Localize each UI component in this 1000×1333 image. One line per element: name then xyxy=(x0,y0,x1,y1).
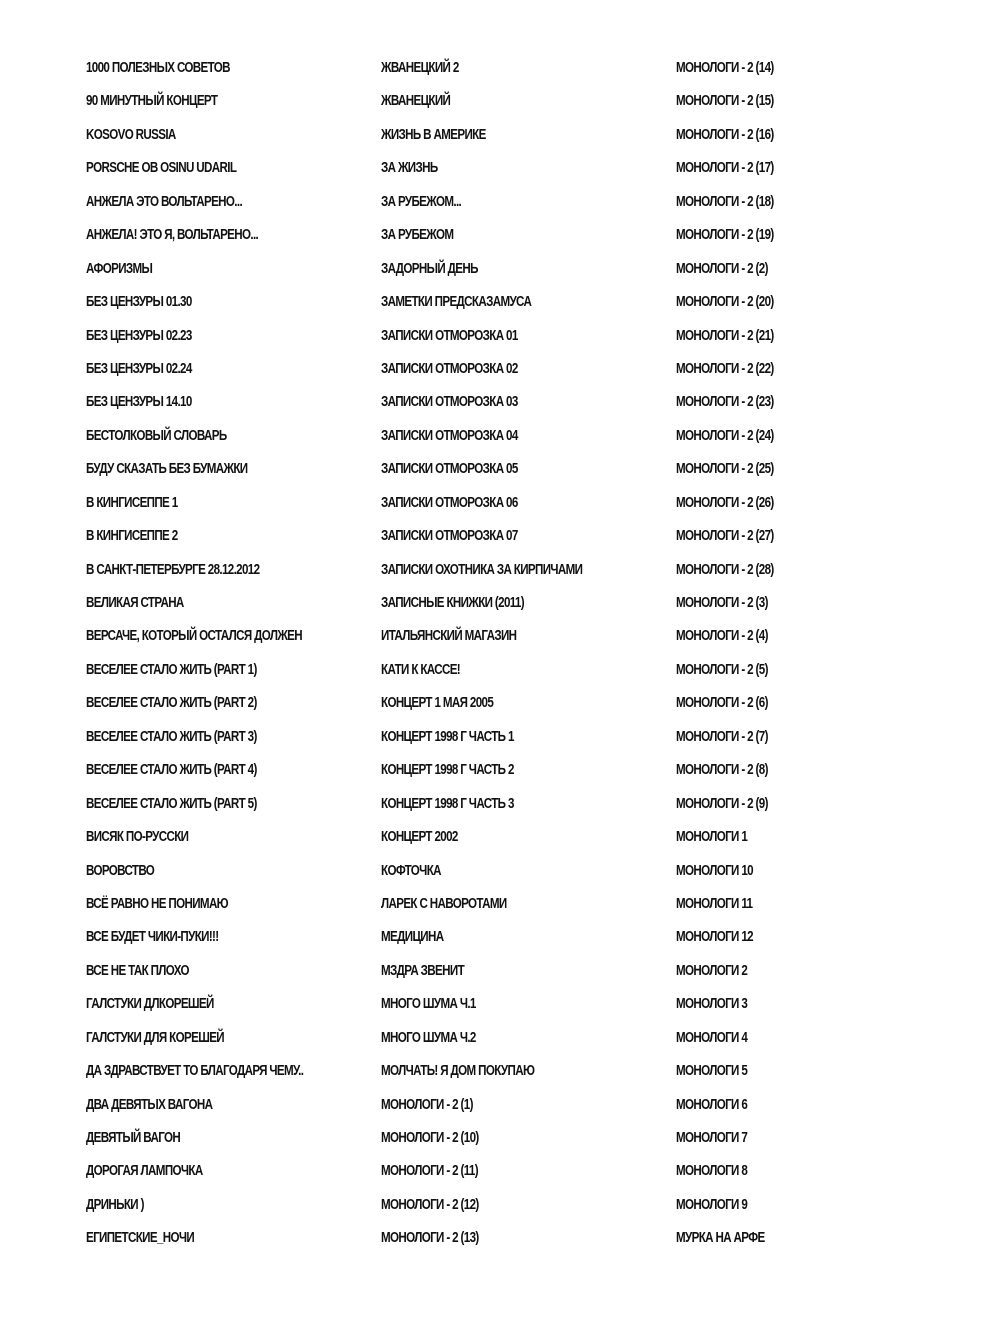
track-title: МОНОЛОГИ - 2 (16) xyxy=(676,126,774,143)
track-title: В КИНГИСЕППЕ 1 xyxy=(86,494,178,511)
track-title: БУДУ СКАЗАТЬ БЕЗ БУМАЖКИ xyxy=(86,461,248,478)
track-title: ЗАПИСКИ ОТМОРОЗКА 07 xyxy=(381,528,518,545)
track-title: МОНОЛОГИ 11 xyxy=(676,895,753,912)
track-title: МЗДРА ЗВЕНИТ xyxy=(381,962,465,979)
track-title: БЕЗ ЦЕНЗУРЫ 14.10 xyxy=(86,394,192,411)
track-title: МОНОЛОГИ - 2 (18) xyxy=(676,193,774,210)
track-title: МОНОЛОГИ - 2 (4) xyxy=(676,628,768,645)
track-title: КОНЦЕРТ 1998 Г ЧАСТЬ 2 xyxy=(381,762,514,779)
track-title: КОФТОЧКА xyxy=(381,862,441,879)
track-title: ВЕСЕЛЕЕ СТАЛО ЖИТЬ (PART 4) xyxy=(86,762,257,779)
track-title: ДОРОГАЯ ЛАМПОЧКА xyxy=(86,1163,203,1180)
track-title: БЕЗ ЦЕНЗУРЫ 02.23 xyxy=(86,327,192,344)
track-title: БЕЗ ЦЕНЗУРЫ 02.24 xyxy=(86,360,192,377)
track-title: АФОРИЗМЫ xyxy=(86,260,153,277)
track-title: ЗАПИСНЫЕ КНИЖКИ (2011) xyxy=(381,595,524,611)
track-title: ДА ЗДРАВСТВУЕТ ТО БЛАГОДАРЯ ЧЕМУ.. xyxy=(86,1063,304,1080)
track-title: МОНОЛОГИ - 2 (9) xyxy=(676,795,768,812)
track-title: ЗАПИСКИ ОТМОРОЗКА 01 xyxy=(381,327,518,344)
track-title: ЗАПИСКИ ОТМОРОЗКА 03 xyxy=(381,394,518,411)
track-title: ЗАПИСКИ ОТМОРОЗКА 05 xyxy=(381,461,518,478)
track-title: ГАЛСТУКИ ДЛКОРЕШЕЙ xyxy=(86,996,214,1013)
track-title: КОНЦЕРТ 1998 Г ЧАСТЬ 3 xyxy=(381,795,514,812)
track-title: ВЕСЕЛЕЕ СТАЛО ЖИТЬ (PART 5) xyxy=(86,795,257,812)
track-title: МОНОЛОГИ 6 xyxy=(676,1096,748,1113)
track-title: МОНОЛОГИ - 2 (15) xyxy=(676,93,774,110)
track-title: ИТАЛЬЯНСКИЙ МАГАЗИН xyxy=(381,628,517,645)
track-title: ЖИЗНЬ В АМЕРИКЕ xyxy=(381,126,486,143)
track-title: МОНОЛОГИ - 2 (17) xyxy=(676,160,774,177)
track-title: МОНОЛОГИ - 2 (22) xyxy=(676,360,774,377)
track-title: МУРКА НА АРФЕ xyxy=(676,1230,765,1247)
track-title: МОНОЛОГИ 2 xyxy=(676,962,748,979)
track-title: ДЕВЯТЫЙ ВАГОН xyxy=(86,1130,181,1146)
track-title: МОНОЛОГИ - 2 (2) xyxy=(676,260,768,277)
track-title: МОНОЛОГИ - 2 (1) xyxy=(381,1096,473,1113)
track-title: МОНОЛОГИ - 2 (12) xyxy=(381,1196,479,1213)
track-title: МОНОЛОГИ - 2 (19) xyxy=(676,227,774,244)
track-title: БЕСТОЛКОВЫЙ СЛОВАРЬ xyxy=(86,427,227,444)
track-title: ЕГИПЕТСКИЕ_НОЧИ xyxy=(86,1230,195,1247)
track-title: МОНОЛОГИ - 2 (20) xyxy=(676,294,774,311)
track-title: ВЕСЕЛЕЕ СТАЛО ЖИТЬ (PART 2) xyxy=(86,695,257,712)
track-title: БЕЗ ЦЕНЗУРЫ 01.30 xyxy=(86,294,192,311)
track-title: МОНОЛОГИ - 2 (23) xyxy=(676,394,774,411)
track-title: АНЖЕЛА ЭТО ВОЛЬТАРЕНО... xyxy=(86,193,243,210)
track-title: МОНОЛОГИ - 2 (3) xyxy=(676,595,768,611)
track-title: МОНОЛОГИ - 2 (6) xyxy=(676,695,768,712)
track-title: 90 МИНУТНЫЙ КОНЦЕРТ xyxy=(86,93,218,110)
track-title: МОНОЛОГИ - 2 (26) xyxy=(676,494,774,511)
track-title: ВСЕ НЕ ТАК ПЛОХО xyxy=(86,962,189,979)
track-title: МОНОЛОГИ 7 xyxy=(676,1130,748,1146)
track-title: ЖВАНЕЦКИЙ 2 xyxy=(381,60,459,76)
track-title: ВОРОВСТВО xyxy=(86,862,155,879)
track-title: МОНОЛОГИ - 2 (27) xyxy=(676,528,774,545)
track-title: 1000 ПОЛЕЗНЫХ СОВЕТОВ xyxy=(86,60,230,76)
track-title: КОНЦЕРТ 1998 Г ЧАСТЬ 1 xyxy=(381,728,514,745)
track-title: МОНОЛОГИ - 2 (8) xyxy=(676,762,768,779)
track-title: КАТИ К КАССЕ! xyxy=(381,661,461,678)
track-title: ЗАПИСКИ ОТМОРОЗКА 04 xyxy=(381,427,518,444)
track-title: МОНОЛОГИ 5 xyxy=(676,1063,748,1080)
track-title: ВСЕ БУДЕТ ЧИКИ-ПУКИ!!! xyxy=(86,929,219,946)
track-title: ГАЛСТУКИ ДЛЯ КОРЕШЕЙ xyxy=(86,1029,225,1046)
track-title: АНЖЕЛА! ЭТО Я, ВОЛЬТАРЕНО... xyxy=(86,227,259,244)
track-title: PORSCHE OB OSINU UDARIL xyxy=(86,160,237,177)
track-title: КОНЦЕРТ 1 МАЯ 2005 xyxy=(381,695,494,712)
track-title: ЗА РУБЕЖОМ... xyxy=(381,193,462,210)
track-title: ЗА ЖИЗНЬ xyxy=(381,160,438,177)
track-title: ВЕЛИКАЯ СТРАНА xyxy=(86,595,184,611)
track-title: ЗАМЕТКИ ПРЕДСКАЗАМУСА xyxy=(381,294,532,311)
track-title: МОНОЛОГИ - 2 (11) xyxy=(381,1163,478,1180)
track-title: МОНОЛОГИ - 2 (24) xyxy=(676,427,774,444)
track-title: МЕДИЦИНА xyxy=(381,929,444,946)
track-title: В КИНГИСЕППЕ 2 xyxy=(86,528,178,545)
track-title: ВИСЯК ПО-РУССКИ xyxy=(86,829,189,846)
track-column-3 xyxy=(676,55,976,1259)
track-title: ДРИНЬКИ ) xyxy=(86,1196,144,1213)
track-title: ВЕРСАЧЕ, КОТОРЫЙ ОСТАЛСЯ ДОЛЖЕН xyxy=(86,628,303,645)
track-title: МОНОЛОГИ - 2 (28) xyxy=(676,561,774,578)
track-title: ЗАПИСКИ ОХОТНИКА ЗА КИРПИЧАМИ xyxy=(381,561,583,578)
track-title: МОНОЛОГИ - 2 (10) xyxy=(381,1130,479,1146)
track-title: МОНОЛОГИ 12 xyxy=(676,929,753,946)
track-title: МНОГО ШУМА Ч.2 xyxy=(381,1029,476,1046)
track-title: ЗАДОРНЫЙ ДЕНЬ xyxy=(381,260,478,277)
track-title: КОНЦЕРТ 2002 xyxy=(381,829,458,846)
track-title: ВЕСЕЛЕЕ СТАЛО ЖИТЬ (PART 3) xyxy=(86,728,257,745)
track-title: МОНОЛОГИ 9 xyxy=(676,1196,748,1213)
track-title: МОНОЛОГИ 8 xyxy=(676,1163,748,1180)
track-title: ВЕСЕЛЕЕ СТАЛО ЖИТЬ (PART 1) xyxy=(86,661,257,678)
track-title: МОНОЛОГИ - 2 (21) xyxy=(676,327,774,344)
track-title: ЗА РУБЕЖОМ xyxy=(381,227,454,244)
track-title: ДВА ДЕВЯТЫХ ВАГОНА xyxy=(86,1096,213,1113)
track-title: МОНОЛОГИ - 2 (25) xyxy=(676,461,774,478)
track-title: МОНОЛОГИ - 2 (14) xyxy=(676,60,774,76)
track-title: ВСЁ РАВНО НЕ ПОНИМАЮ xyxy=(86,895,229,912)
track-title: ЖВАНЕЦКИЙ xyxy=(381,93,451,110)
track-title: МОЛЧАТЬ! Я ДОМ ПОКУПАЮ xyxy=(381,1063,535,1080)
track-title: МОНОЛОГИ - 2 (7) xyxy=(676,728,768,745)
track-title: ЗАПИСКИ ОТМОРОЗКА 06 xyxy=(381,494,518,511)
track-title: МНОГО ШУМА Ч.1 xyxy=(381,996,476,1013)
track-column-2 xyxy=(381,55,666,1259)
track-title: МОНОЛОГИ 1 xyxy=(676,829,748,846)
track-title: МОНОЛОГИ 4 xyxy=(676,1029,748,1046)
track-title: МОНОЛОГИ 3 xyxy=(676,996,748,1013)
track-title: ЛАРЕК С НАВОРОТАМИ xyxy=(381,895,507,912)
track-title: В САНКТ-ПЕТЕРБУРГЕ 28.12.2012 xyxy=(86,561,260,578)
track-title: ЗАПИСКИ ОТМОРОЗКА 02 xyxy=(381,360,518,377)
track-title: МОНОЛОГИ - 2 (13) xyxy=(381,1230,479,1247)
track-column-1 xyxy=(86,55,371,1259)
track-title: МОНОЛОГИ 10 xyxy=(676,862,753,879)
track-title: KOSOVO RUSSIA xyxy=(86,126,176,143)
track-title: МОНОЛОГИ - 2 (5) xyxy=(676,661,768,678)
